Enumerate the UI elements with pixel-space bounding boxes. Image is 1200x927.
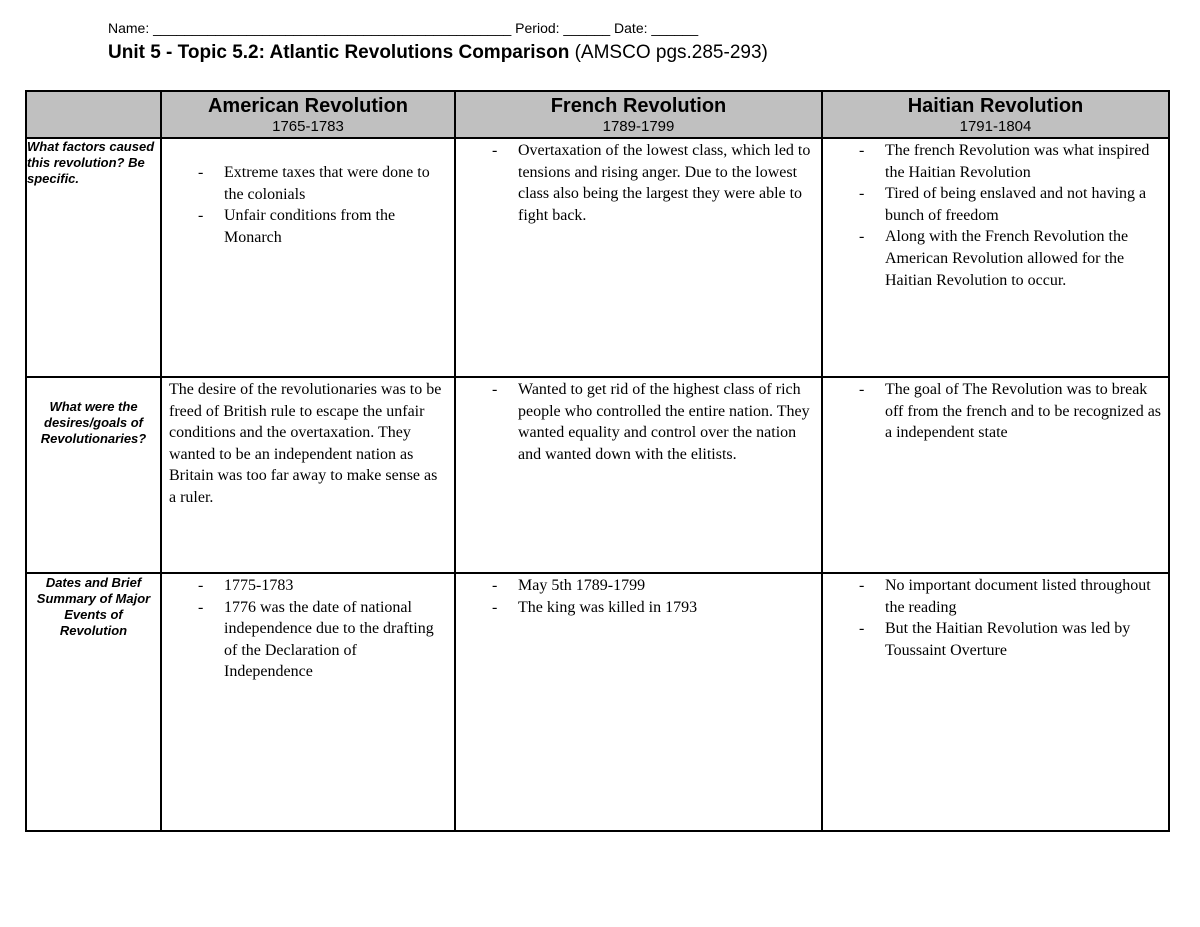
bullet-list <box>456 139 821 226</box>
row-label-goals <box>26 377 161 573</box>
list-item: - 1776 was the date of national independence due to the drafting of the Declaration of Independence <box>162 597 454 683</box>
title-page-ref: (AMSCO pgs.285-293) <box>569 42 768 63</box>
cell-events-american[interactable] <box>161 573 455 831</box>
cell-causes-french[interactable] <box>455 138 822 377</box>
bullet-list <box>823 139 1168 291</box>
title-main: Unit 5 - Topic 5.2: Atlantic Revolutions Comparison <box>108 42 570 63</box>
list-item: - Unfair conditions from the Monarch <box>162 205 454 248</box>
cell-goals-french[interactable] <box>455 377 822 573</box>
bullet-list <box>162 574 454 683</box>
row-label-causes: What factors caused this revolution? Be specific. <box>26 138 161 377</box>
bullet-list <box>162 139 454 248</box>
cell-goals-american[interactable] <box>161 377 455 573</box>
bullet-list <box>823 378 1168 444</box>
column-dates: 1765-1783 <box>272 118 344 135</box>
list-item: - No important document listed throughout the reading <box>823 575 1168 618</box>
list-item: - Tired of being enslaved and not having a bunch of freedom <box>823 183 1168 226</box>
list-item: - The king was killed in 1793 <box>456 597 821 619</box>
comparison-table <box>25 90 1170 832</box>
row-label-text: What were the desires/goals of Revolutionaries? <box>40 399 147 446</box>
list-item: - Along with the French Revolution the American Revolution allowed for the Haitian Revolution to occur. <box>823 226 1168 291</box>
column-dates: 1791-1804 <box>959 118 1032 135</box>
corner-cell <box>26 91 161 138</box>
list-item: - The french Revolution was what inspired the Haitian Revolution <box>823 140 1168 183</box>
list-item: - Wanted to get rid of the highest class of rich people who controlled the entire nation. They wanted equality and control over the nation and wanted down with the elitists. <box>456 379 821 465</box>
cell-events-french[interactable] <box>455 573 822 831</box>
row-label-dates-events: Dates and Brief Summary of Major Events of Revolution <box>26 573 161 831</box>
column-header-french <box>455 91 822 138</box>
list-item: - The goal of The Revolution was to break off from the french and to be recognized as a independent state <box>823 379 1168 444</box>
row-causes <box>26 138 1169 377</box>
list-item: - Overtaxation of the lowest class, which led to tensions and rising anger. Due to the lowest class also being the largest they were able to fight back. <box>456 140 821 226</box>
cell-causes-american[interactable] <box>161 138 455 377</box>
cell-goals-haitian[interactable] <box>822 377 1169 573</box>
cell-causes-haitian[interactable] <box>822 138 1169 377</box>
row-goals <box>26 377 1169 573</box>
column-title: American Revolution <box>207 95 409 117</box>
bullet-list <box>456 574 821 618</box>
list-item: - But the Haitian Revolution was led by Toussaint Overture <box>823 618 1168 661</box>
bullet-list <box>456 378 821 465</box>
column-header-haitian <box>822 91 1169 138</box>
column-header-american <box>161 91 455 138</box>
page-title <box>108 42 768 64</box>
column-title: French Revolution <box>550 95 727 117</box>
cell-events-haitian[interactable] <box>822 573 1169 831</box>
paragraph: The desire of the revolutionaries was to be freed of British rule to escape the unfair conditions and the overtaxation. They wanted to be an independent nation as Britain was too far away to make sense as a ruler. <box>169 381 442 506</box>
bullet-list <box>823 574 1168 661</box>
header-row <box>26 91 1169 138</box>
list-item: - Extreme taxes that were done to the colonials <box>162 162 454 205</box>
row-dates-events <box>26 573 1169 831</box>
list-item: - May 5th 1789-1799 <box>456 575 821 597</box>
column-dates: 1789-1799 <box>602 118 675 135</box>
list-item: - 1775-1783 <box>162 575 454 597</box>
name-period-date-line: Name: ______________________________________________ Period: ______ Date: ______ <box>108 20 699 36</box>
column-title: Haitian Revolution <box>907 95 1084 117</box>
